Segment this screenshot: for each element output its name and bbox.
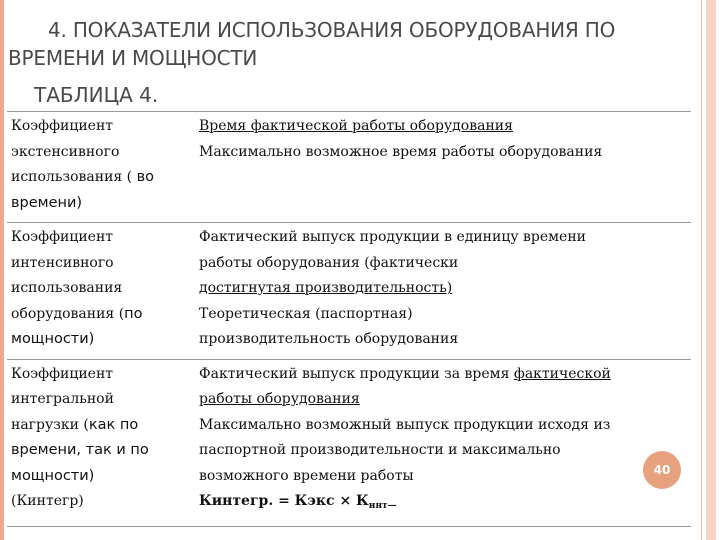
indicator-name-line: оборудования ( [11,305,125,322]
indicator-name-line: мощности) [11,467,95,484]
indicator-name-line: интегральной [11,391,114,407]
indicator-name-line: (Кинтегр) [11,493,84,509]
integral-formula [199,493,397,509]
indicator-name-line: интенсивного [11,254,114,271]
formula-denominator: Максимально возможное время работы оборудования [199,143,603,160]
indicator-name-line: как по [88,416,139,433]
indicator-name-line: времени) [11,194,83,211]
formula-numerator-line: достигнутая производительность) [199,280,453,296]
formula-cell [195,359,691,526]
page-number-badge: 40 [643,451,681,489]
indicator-name-cell [7,359,195,526]
indicator-name-cell [7,112,195,223]
formula-numerator-line: фактической [513,365,611,382]
indicator-name-line: по [124,305,143,322]
formula-numerator-line: Фактический выпуск продукции в единицу времени [199,229,587,245]
formula-cell [195,112,691,223]
formula-denominator-line: возможного времени работы [199,467,414,484]
right-frame-line [701,0,702,540]
indicator-name-line: Коэффициент [11,229,114,245]
indicator-name-line: экстенсивного [11,143,120,160]
table-row [7,359,691,526]
right-frame-bar [706,0,716,540]
indicator-name-line: Коэффициент [11,365,114,382]
indicator-name-line: использования [11,280,123,296]
integral-formula-text: Кинтегр. = Кэкс × К [199,493,369,509]
left-frame-bar [0,0,4,540]
indicator-name-line: времени, так и по [11,442,149,458]
formula-denominator-line: производительность оборудования [199,331,459,347]
formula-denominator-line: паспортной производительности и максимально [199,442,561,458]
indicator-name-line: использования ( [11,169,133,185]
formula-denominator-line: Теоретическая (паспортная) [199,305,413,322]
title-line-1: 4. ПОКАЗАТЕЛИ ИСПОЛЬЗОВАНИЯ ОБОРУДОВАНИЯ ПО [48,18,616,42]
formula-numerator: Время фактической работы оборудования [199,118,513,134]
indicator-name-cell [7,223,195,360]
indicator-name-line: мощности) [11,331,95,347]
indicator-name-line: Коэффициент [11,118,114,134]
integral-formula-subscript: инт— [368,501,397,511]
indicator-name-line: во [136,169,155,185]
title-line-2: ВРЕМЕНИ И МОЩНОСТИ [8,46,258,70]
formula-numerator-line: работы оборудования (фактически [199,254,459,271]
slide-title [8,16,698,72]
formula-cell [195,223,691,360]
formula-denominator-line: Максимально возможный выпуск продукции исходя из [199,416,611,433]
formula-numerator-line: работы оборудования [199,391,360,407]
indicator-name-line: нагрузки ( [11,416,89,433]
indicators-table [7,111,691,527]
formula-numerator-line: Фактический выпуск продукции за время [199,365,510,382]
table-caption: ТАБЛИЦА 4. [34,83,159,107]
table-row [7,223,691,360]
table-row [7,112,691,223]
